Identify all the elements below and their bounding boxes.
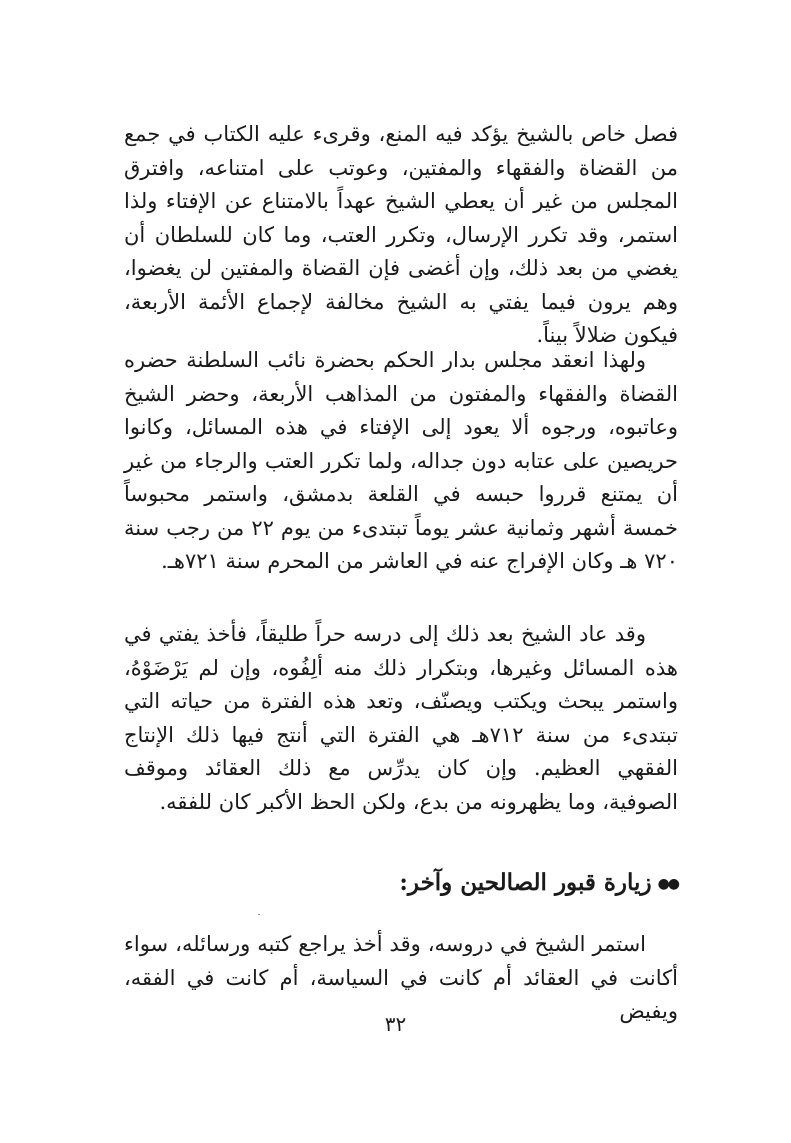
paragraph-4: استمر الشيخ في دروسه، وقد أخذ يراجع كتبه ورسائله، سواء أكانت في العقائد أم كانت في السياسة، أم كانت في الفقه، ويفيض — [124, 932, 678, 1023]
paragraph-1: فصل خاص بالشيخ يؤكد فيه المنع، وقرىء عليه الكتاب في جمع من القضاة والفقهاء والمفتين، وعوتب على امتناعه، وافترق المجلس من غير أن يعطي الشيخ عهداً بالامتناع عن الإفتاء ولذا استمر، وقد تكرر الإرسال، وتكرر العتب، وما كان للسلطان أن يغضي من بعد ذلك، وإن أغضى فإن القضاة والمفتين لن يغضوا، وهم يرون فيما يفتي به الشيخ مخالفة لإجماع الأئمة الأربعة، فيكون ضلالاً بيناً. — [124, 122, 678, 347]
section-heading — [124, 866, 678, 901]
paragraph-2: ولهذا انعقد مجلس بدار الحكم بحضرة نائب السلطنة حضره القضاة والفقهاء والمفتون من المذاهب الأربعة، وحضر الشيخ وعاتبوه، ورجوه ألا يعود إلى الإفتاء في هذه المسائل، وكانوا حريصين على عتابه دون جداله، ولما تكرر العتب والرجاء من غير أن يمتنع قرروا حبسه في القلعة بدمشق، واستمر محبوساً خمسة أشهر وثمانية عشر يوماً تبتدىء من يوم ٢٢ من رجب سنة ٧٢٠ هـ وكان الإفراج عنه في العاشر من المحرم سنة ٧٢١هـ. — [124, 348, 678, 573]
page-number: ٣٢ — [384, 1012, 407, 1036]
print-speck — [258, 914, 260, 915]
section-heading-text: زيارة قبور الصالحين وآخر: — [399, 869, 652, 896]
double-dot-bullet-icon: ●● — [657, 876, 678, 892]
paragraph-3: وقد عاد الشيخ بعد ذلك إلى درسه حراً طليقاً، فأخذ يفتي في هذه المسائل وغيرها، وبتكرار ذلك منه ألِفُوه، وإن لم يَرْضَوْهُ، واستمر يبحث ويكتب ويصنّف، وتعد هذه الفترة من حياته التي تبتدىء من سنة ٧١٢هـ هي الفترة التي أنتج فيها ذلك الإنتاج الفقهي العظيم. وإن كان يدرِّس مع ذلك العقائد وموقف الصوفية، وما يظهرونه من بدع، ولكن الحظ الأكبر كان للفقه. — [124, 622, 678, 814]
